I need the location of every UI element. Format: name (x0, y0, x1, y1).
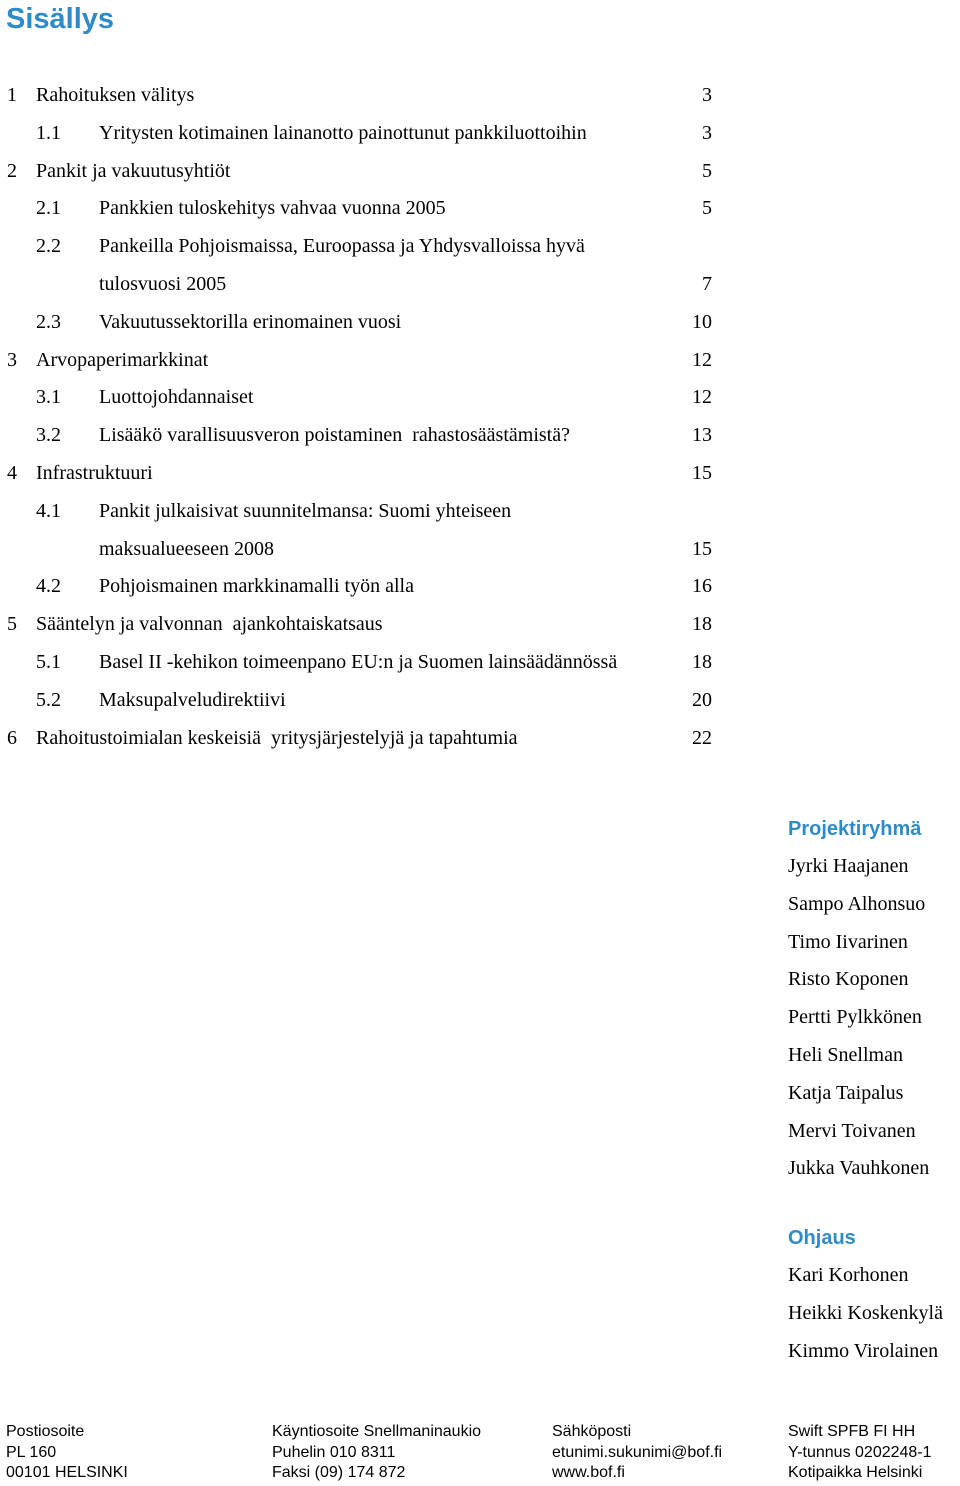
toc-title: Lisääkö varallisuusveron poistaminen rahastosäästämistä? (99, 424, 570, 447)
toc-page: 7 (702, 272, 712, 295)
toc-page: 5 (702, 197, 712, 220)
page-title: Sisällys (6, 3, 115, 35)
footer-label: Sähköposti (552, 1423, 632, 1440)
toc-entry[interactable] (0, 455, 720, 493)
toc-number: 3.1 (36, 386, 61, 409)
steering-group-heading: Ohjaus (788, 1227, 856, 1249)
toc-number: 5 (7, 613, 17, 636)
list-item: Mervi Toivanen (788, 1119, 916, 1142)
footer-value: Y-tunnus 0202248-1 (788, 1443, 932, 1461)
toc-page: 15 (692, 537, 712, 560)
footer-value: Kotipaikka Helsinki (788, 1464, 923, 1481)
list-item: Sampo Alhonsuo (788, 892, 926, 915)
toc-entry[interactable] (0, 644, 720, 682)
footer-website-link[interactable]: www.bof.fi (552, 1464, 625, 1481)
toc-page: 22 (692, 726, 712, 749)
toc-number: 3 (7, 348, 17, 371)
toc-title: Pankit ja vakuutusyhtiöt (36, 159, 231, 182)
page-footer (0, 1422, 960, 1486)
footer-value: Swift SPFB FI HH (788, 1423, 916, 1440)
toc-entry[interactable] (0, 606, 720, 644)
toc-number: 5.1 (36, 650, 61, 673)
footer-value: Faksi (09) 174 872 (272, 1464, 406, 1481)
footer-value: Puhelin 010 8311 (272, 1443, 396, 1461)
table-of-contents (0, 77, 720, 757)
list-item: Heikki Koskenkylä (788, 1301, 943, 1324)
toc-page: 3 (702, 84, 712, 106)
toc-title: Basel II -kehikon toimeenpano EU:n ja Suomen lainsäädännössä (99, 650, 618, 673)
toc-title: Pohjoismainen markkinamalli työn alla (99, 575, 414, 598)
toc-entry-continuation[interactable] (0, 266, 720, 304)
toc-page: 16 (692, 575, 712, 598)
toc-title: Pankit julkaisivat suunnitelmansa: Suomi yhteiseen (99, 499, 512, 522)
steering-group (788, 1224, 960, 1370)
toc-title: Luottojohdannaiset (99, 386, 254, 409)
toc-entry[interactable] (0, 342, 720, 380)
toc-title: Maksupalveludirektiivi (99, 688, 286, 711)
toc-title: Yritysten kotimainen lainanotto painottunut pankkiluottoihin (99, 121, 587, 144)
toc-title: Pankeilla Pohjoismaissa, Euroopassa ja Yhdysvalloissa hyvä (99, 235, 585, 258)
toc-page: 20 (692, 688, 712, 711)
list-item: Risto Koponen (788, 968, 909, 991)
toc-number: 3.2 (36, 424, 61, 447)
toc-title: Arvopaperimarkkinat (36, 348, 209, 371)
toc-page: 13 (692, 424, 712, 447)
footer-email (552, 1422, 722, 1484)
list-item: Pertti Pylkkönen (788, 1006, 922, 1029)
toc-title: maksualueeseen 2008 (99, 537, 274, 560)
toc-entry-continuation[interactable] (0, 531, 720, 569)
toc-entry[interactable] (0, 493, 720, 531)
list-item: Jyrki Haajanen (788, 855, 909, 877)
toc-number: 4.2 (36, 575, 61, 598)
footer-label: Postiosoite (6, 1423, 85, 1440)
list-item: Jukka Vauhkonen (788, 1157, 930, 1180)
toc-page: 3 (702, 121, 712, 144)
footer-value: 00101 HELSINKI (6, 1464, 128, 1481)
footer-postal-address (6, 1422, 128, 1484)
toc-number: 1 (7, 84, 17, 106)
toc-title: Rahoituksen välitys (36, 84, 195, 106)
toc-title: tulosvuosi 2005 (99, 272, 227, 295)
toc-page: 18 (692, 613, 712, 636)
list-item: Heli Snellman (788, 1043, 903, 1066)
toc-number: 2.2 (36, 235, 61, 258)
project-group (788, 815, 960, 1188)
toc-page: 10 (692, 310, 712, 333)
toc-number: 4 (7, 461, 17, 484)
toc-entry[interactable] (0, 115, 720, 153)
list-item: Kimmo Virolainen (788, 1339, 939, 1362)
toc-number: 2 (7, 159, 17, 182)
toc-title: Infrastruktuuri (36, 461, 153, 484)
toc-entry[interactable] (0, 153, 720, 191)
toc-entry[interactable] (0, 568, 720, 606)
toc-title: Pankkien tuloskehitys vahvaa vuonna 2005 (99, 197, 446, 220)
toc-entry[interactable] (0, 720, 720, 758)
toc-number: 4.1 (36, 499, 61, 522)
toc-entry[interactable] (0, 682, 720, 720)
toc-entry[interactable] (0, 379, 720, 417)
toc-entry[interactable] (0, 228, 720, 266)
toc-entry[interactable] (0, 304, 720, 342)
toc-title: Sääntelyn ja valvonnan ajankohtaiskatsaus (36, 613, 383, 636)
toc-title: Vakuutussektorilla erinomainen vuosi (99, 310, 402, 333)
toc-page: 5 (702, 159, 712, 182)
list-item: Timo Iivarinen (788, 930, 908, 953)
toc-page: 12 (692, 348, 712, 371)
footer-company-info (788, 1422, 932, 1484)
toc-number: 1.1 (36, 121, 61, 144)
footer-email-link[interactable]: etunimi.sukunimi@bof.fi (552, 1443, 723, 1461)
toc-page: 12 (692, 386, 712, 409)
project-group-list (788, 848, 960, 1188)
list-item: Katja Taipalus (788, 1081, 904, 1104)
toc-page: 15 (692, 461, 712, 484)
toc-title: Rahoitustoimialan keskeisiä yritysjärjestelyjä ja tapahtumia (36, 726, 518, 749)
steering-group-list (788, 1257, 960, 1370)
footer-label: Käyntiosoite Snellmaninaukio (272, 1423, 482, 1440)
toc-number: 2.1 (36, 197, 61, 220)
list-item: Kari Korhonen (788, 1264, 909, 1286)
toc-number: 2.3 (36, 310, 61, 333)
footer-value: PL 160 (6, 1443, 57, 1461)
footer-visiting-address (272, 1422, 481, 1484)
toc-number: 6 (7, 726, 17, 749)
toc-number: 5.2 (36, 688, 61, 711)
toc-entry[interactable] (0, 417, 720, 455)
toc-entry[interactable] (0, 190, 720, 228)
toc-entry[interactable] (0, 77, 720, 115)
project-group-heading: Projektiryhmä (788, 818, 922, 840)
toc-page: 18 (692, 650, 712, 673)
